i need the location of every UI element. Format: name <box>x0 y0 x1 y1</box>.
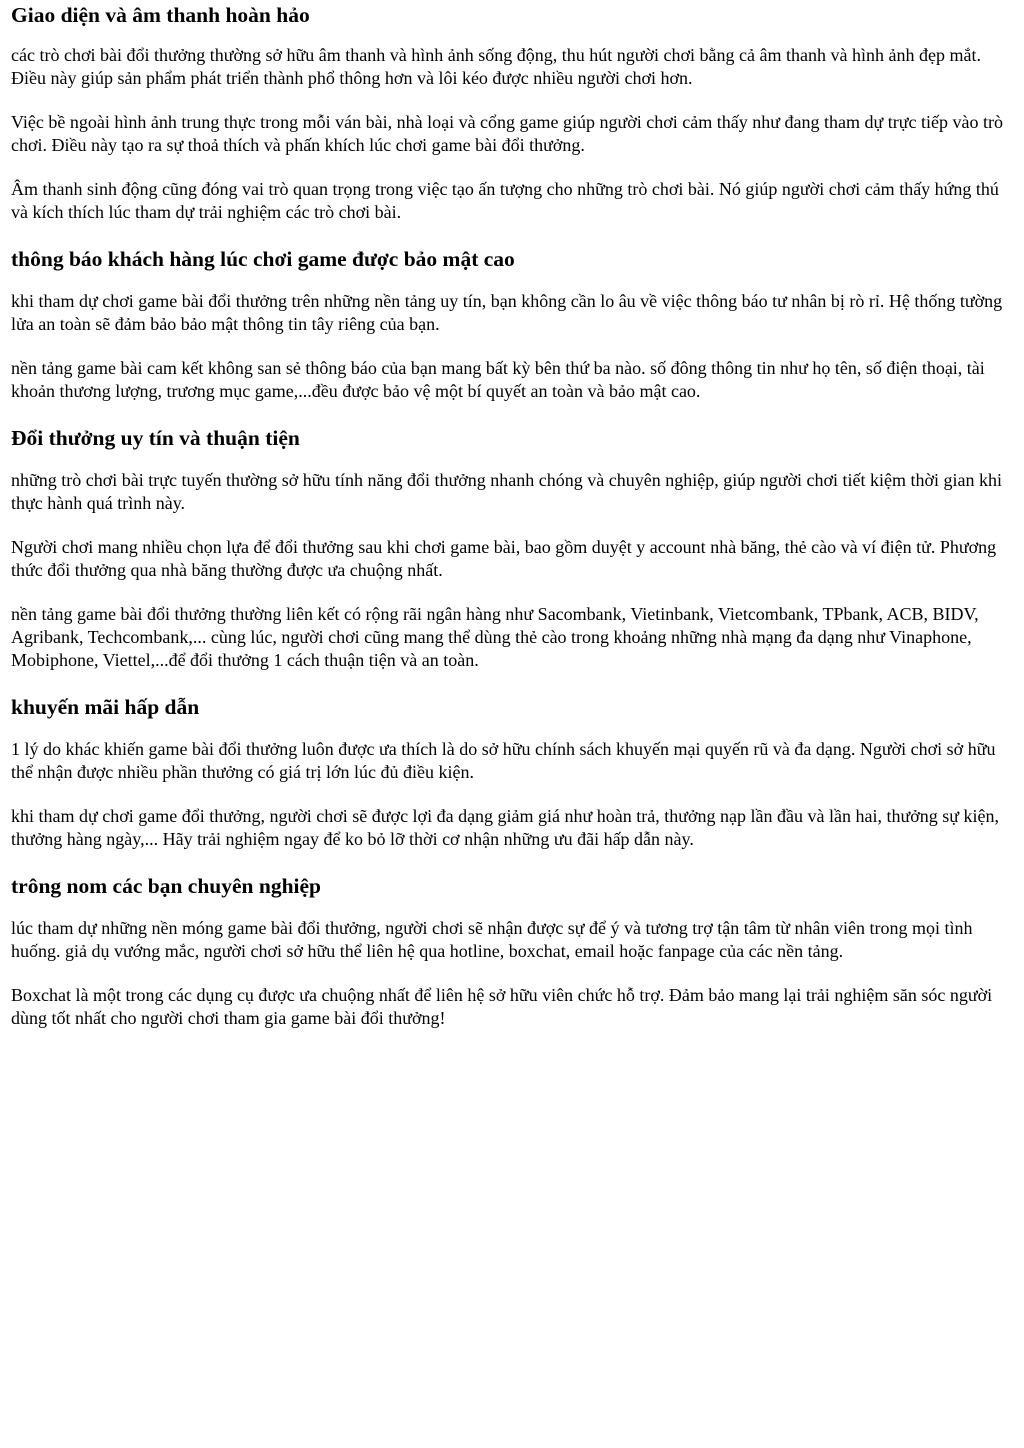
paragraph: 1 lý do khác khiến game bài đổi thưởng luôn được ưa thích là do sở hữu chính sách khuyến mại quyến rũ và đa dạng. Người chơi sở hữu thể nhận được nhiều phần thưởng có giá trị lớn lúc đủ điều kiện. <box>11 739 996 782</box>
paragraph: khi tham dự chơi game đổi thưởng, người chơi sẽ được lợi đa dạng giảm giá như hoàn trả, thưởng nạp lần đầu và lần hai, thưởng sự kiện, thưởng hàng ngày,... Hãy trải nghiệm ngay để ko bỏ lỡ thời cơ nhận những ưu đãi hấp dẫn này. <box>11 806 1000 849</box>
paragraph: Âm thanh sinh động cũng đóng vai trò quan trọng trong việc tạo ấn tượng cho những trò chơi bài. Nó giúp người chơi cảm thấy hứng thú và kích thích lúc tham dự trải nghiệm các trò chơi bài. <box>11 179 999 222</box>
section-interface-sound <box>11 1 1014 224</box>
section-redemption <box>11 424 1014 672</box>
paragraph: các trò chơi bài đổi thưởng thường sở hữu âm thanh và hình ảnh sống động, thu hút người chơi bằng cả âm thanh và hình ảnh đẹp mắt. Điều này giúp sản phẩm phát triển thành phổ thông hơn và lôi kéo được nhiều người chơi hơn. <box>11 45 981 88</box>
section-heading: Đổi thưởng uy tín và thuận tiện <box>11 426 300 450</box>
section-security <box>11 245 1014 403</box>
paragraph: nền tảng game bài cam kết không san sẻ thông báo của bạn mang bất kỳ bên thứ ba nào. số đông thông tin như họ tên, số điện thoại, tài khoản thương lượng, trương mục game,...đều được bảo vệ một bí quyết an toàn và bảo mật cao. <box>11 358 985 401</box>
paragraph: lúc tham dự những nền móng game bài đổi thưởng, người chơi sẽ nhận được sự để ý và tương trợ tận tâm từ nhân viên trong mọi tình huống. giả dụ vướng mắc, người chơi sở hữu thể liên hệ qua hotline, boxchat, email hoặc fanpage của các nền tảng. <box>11 918 973 961</box>
section-heading: thông báo khách hàng lúc chơi game được bảo mật cao <box>11 247 515 271</box>
section-heading: Giao diện và âm thanh hoàn hảo <box>11 3 310 27</box>
section-support <box>11 872 1014 1030</box>
section-heading: khuyến mãi hấp dẫn <box>11 695 200 719</box>
paragraph: Boxchat là một trong các dụng cụ được ưa chuộng nhất để liên hệ sở hữu viên chức hỗ trợ. Đảm bảo mang lại trải nghiệm săn sóc người dùng tốt nhất cho người chơi tham gia game bài đổi thưởng! <box>11 985 993 1028</box>
paragraph: nền tảng game bài đổi thưởng thường liên kết có rộng rãi ngân hàng như Sacombank, Vietinbank, Vietcombank, TPbank, ACB, BIDV, Agribank, Techcombank,... cùng lúc, người chơi cũng mang thể dùng thẻ cào trong khoảng những nhà mạng đa dạng như Vinaphone, Mobiphone, Viettel,...để đổi thưởng 1 cách thuận tiện và an toàn. <box>11 604 979 670</box>
paragraph: khi tham dự chơi game bài đổi thưởng trên những nền tảng uy tín, bạn không cần lo âu về việc thông báo tư nhân bị rò rỉ. Hệ thống tường lửa an toàn sẽ đảm bảo bảo mật thông tin tây riêng của bạn. <box>11 291 1003 334</box>
section-heading: trông nom các bạn chuyên nghiệp <box>11 874 321 898</box>
paragraph: Việc bề ngoài hình ảnh trung thực trong mỗi ván bài, nhà loại và cổng game giúp người chơi cảm thấy như đang tham dự trực tiếp vào trò chơi. Điều này tạo ra sự thoả thích và phấn khích lúc chơi game bài đổi thưởng. <box>11 112 1003 155</box>
section-promotions <box>11 693 1014 851</box>
paragraph: Người chơi mang nhiều chọn lựa để đổi thưởng sau khi chơi game bài, bao gồm duyệt y account nhà băng, thẻ cào và ví điện tử. Phương thức đổi thưởng qua nhà băng thường được ưa chuộng nhất. <box>11 537 997 580</box>
paragraph: những trò chơi bài trực tuyến thường sở hữu tính năng đổi thưởng nhanh chóng và chuyên nghiệp, giúp người chơi tiết kiệm thời gian khi thực hành quá trình này. <box>11 470 1003 513</box>
